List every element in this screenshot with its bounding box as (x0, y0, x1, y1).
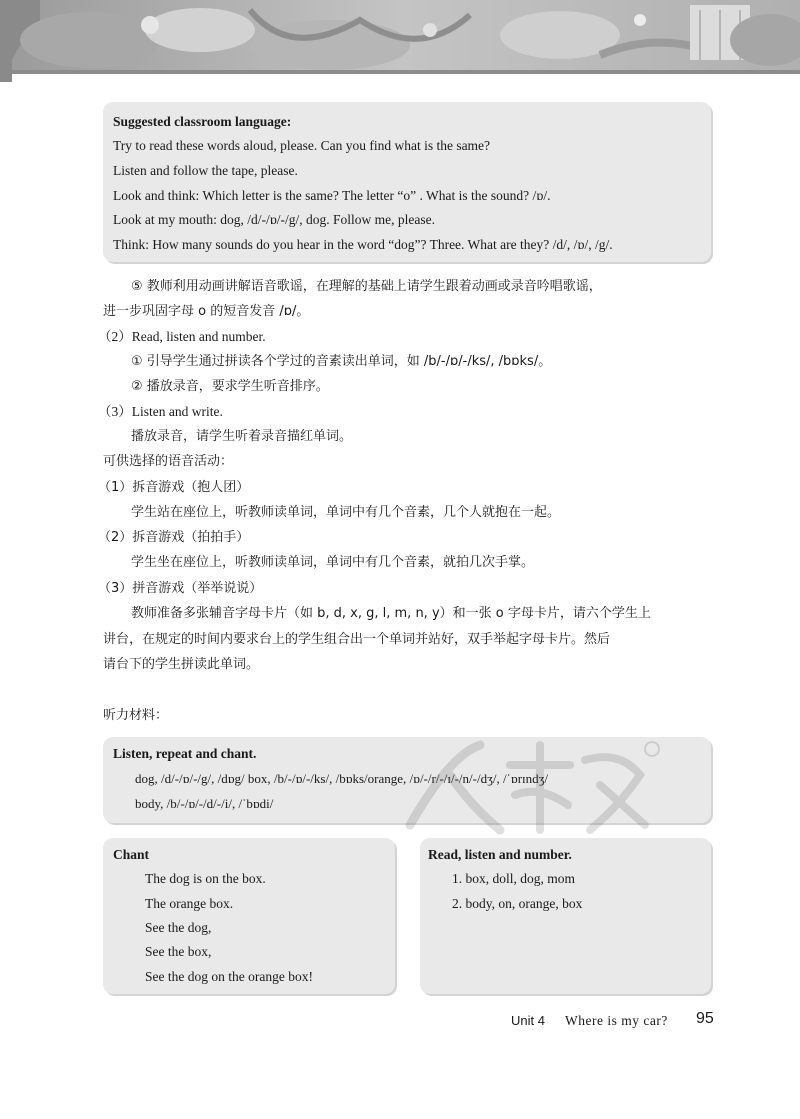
number-item: 2. body, on, orange, box (452, 896, 583, 911)
game2-body: 学生坐在座位上，听教师读单词，单词中有几个音素，就拍几次手掌。 (131, 555, 535, 570)
chant-line: See the dog, (145, 920, 212, 935)
classroom-language-heading: Suggested classroom language: (113, 114, 292, 129)
classroom-language-line: Think: How many sounds do you hear in the word “dog”? Three. What are they? /d/, /ɒ/, /g/. (113, 237, 613, 252)
game3-line1: 教师准备多张辅音字母卡片（如 b, d, x, g, l, m, n, y）和一张 o 字母卡片，请六个学生上 (131, 606, 651, 621)
chant-line: See the dog on the orange box! (145, 969, 313, 984)
classroom-language-line: Look at my mouth: dog, /d/-/ɒ/-/g/, dog. Follow me, please. (113, 212, 436, 227)
classroom-language-line: Try to read these words aloud, please. Can you find what is the same? (113, 138, 491, 153)
chant-line: See the box, (145, 944, 212, 959)
activity2-sub1: ① 引导学生通过拼读各个学过的音素读出单词，如 /b/-/ɒ/-/ks/, /bɒks/。 (131, 354, 552, 369)
game2-title: （2）拆音游戏（拍拍手） (98, 530, 250, 545)
activity3-body: 播放录音，请学生听着录音描红单词。 (131, 429, 353, 444)
game1-title: （1）拆音游戏（抱人团） (98, 480, 250, 495)
step5-line1: ⑤ 教师利用动画讲解语音歌谣，在理解的基础上请学生跟着动画或录音吟唱歌谣， (131, 279, 602, 294)
classroom-language-line: Listen and follow the tape, please. (113, 163, 298, 178)
step5-line2: 进一步巩固字母 o 的短音发音 /ɒ/。 (103, 304, 310, 319)
activity2-sub2: ② 播放录音，要求学生听音排序。 (131, 379, 329, 394)
phonics-line: body, /b/-/ɒ/-/d/-/i/, /ˈbɒdi/ (135, 796, 274, 811)
activity3-title: （3）Listen and write. (98, 404, 223, 419)
game1-body: 学生站在座位上，听教师读单词，单词中有几个音素，几个人就抱在一起。 (131, 505, 561, 520)
listening-heading: 听力材料： (103, 708, 169, 723)
optional-activities-heading: 可供选择的语音活动： (103, 454, 234, 469)
listen-repeat-chant-title: Listen, repeat and chant. (113, 746, 257, 761)
number-item: 1. box, doll, dog, mom (452, 871, 576, 886)
chant-title: Chant (113, 847, 150, 862)
page-number: 95 (696, 1010, 714, 1027)
game3-line3: 请台下的学生拼读此单词。 (103, 657, 260, 672)
footer-unit: Unit 4 (511, 1013, 545, 1028)
publisher-watermark (390, 735, 660, 845)
footer-unit-title: Where is my car? (565, 1013, 668, 1028)
phonics-line: dog, /d/-/ɒ/-/g/, /dɒg/ box, /b/-/ɒ/-/ks/, /bɒks/orange, /ɒ/-/r/-/ɪ/-/n/-/dʒ/, /ˈɒrɪndʒ/ (135, 771, 549, 786)
game3-line2: 讲台，在规定的时间内要求台上的学生组合出一个单词并站好，双手举起字母卡片。然后 (103, 632, 611, 647)
chant-line: The dog is on the box. (145, 871, 266, 886)
game3-title: （3）拼音游戏（举举说说） (98, 581, 263, 596)
read-listen-number-title: Read, listen and number. (428, 847, 572, 862)
activity2-title: （2）Read, listen and number. (98, 329, 266, 344)
header-banner-illustration (0, 0, 800, 82)
classroom-language-line: Look and think: Which letter is the same? The letter “o” . What is the sound? /ɒ/. (113, 188, 551, 203)
chant-line: The orange box. (145, 896, 234, 911)
